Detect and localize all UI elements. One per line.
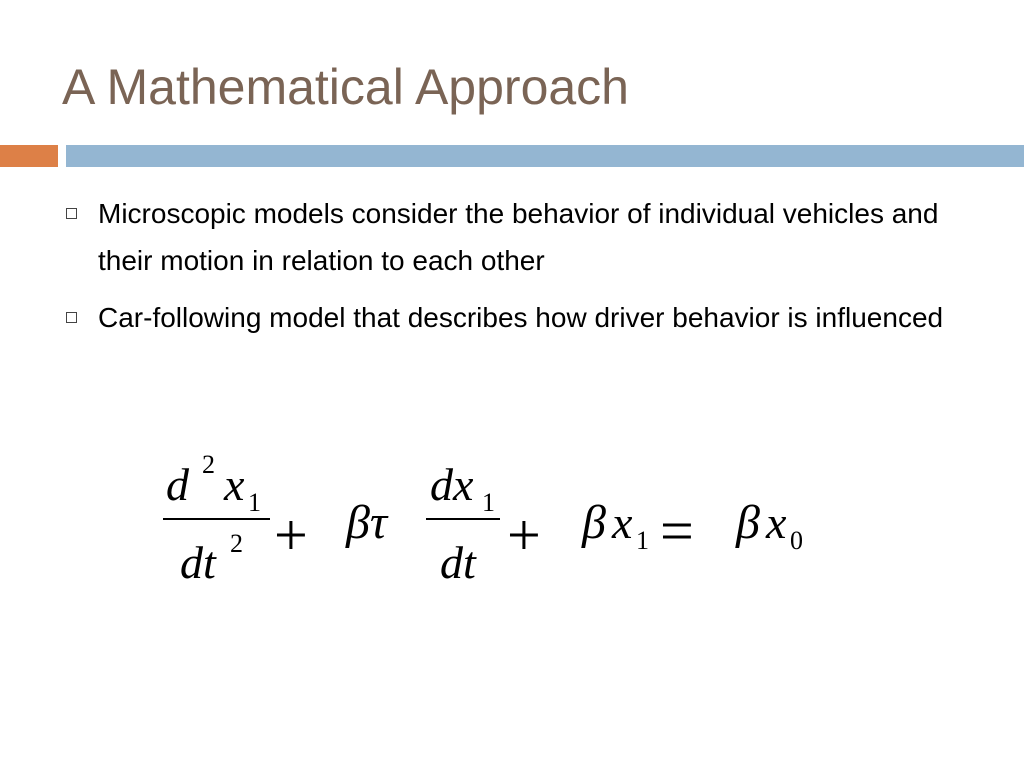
square-bullet-icon: [66, 312, 77, 323]
square-bullet-icon: [66, 208, 77, 219]
eq-plus-1: +: [274, 502, 308, 568]
eq-term2-coef: βτ: [346, 496, 388, 549]
eq-equals: =: [660, 498, 694, 564]
slide-title: A Mathematical Approach: [62, 59, 629, 115]
eq-term1-num-sub: 1: [248, 488, 261, 517]
eq-plus-2: +: [507, 502, 541, 568]
eq-term3-var: x: [612, 497, 633, 548]
eq-term1-num-x: x: [224, 459, 245, 510]
bullet-list: [60, 190, 990, 351]
bullet-text: Microscopic models consider the behavior of individual vehicles and their motion in relation to each other: [98, 198, 939, 276]
eq-term2-num: dx: [430, 459, 474, 510]
accent-bar-orange: [0, 145, 58, 167]
bullet-text: Car-following model that describes how driver behavior is influenced: [98, 302, 944, 333]
eq-term4-var: x: [766, 497, 787, 548]
eq-term1-num-exp: 2: [202, 450, 215, 479]
eq-term3-coef: β: [582, 496, 606, 549]
eq-term1-num-d: d: [166, 459, 189, 510]
eq-term1-den: dt: [180, 537, 216, 588]
eq-term2-num-sub: 1: [482, 488, 495, 517]
eq-term4-sub: 0: [790, 526, 803, 555]
eq-term4-coef: β: [736, 496, 760, 549]
accent-bar-blue: [66, 145, 1024, 167]
bullet-item: [60, 190, 990, 284]
eq-term3-sub: 1: [636, 526, 649, 555]
car-following-equation: [150, 435, 850, 605]
bullet-item: [60, 294, 990, 341]
eq-term1-den-exp: 2: [230, 529, 243, 558]
eq-term2-den: dt: [440, 537, 476, 588]
